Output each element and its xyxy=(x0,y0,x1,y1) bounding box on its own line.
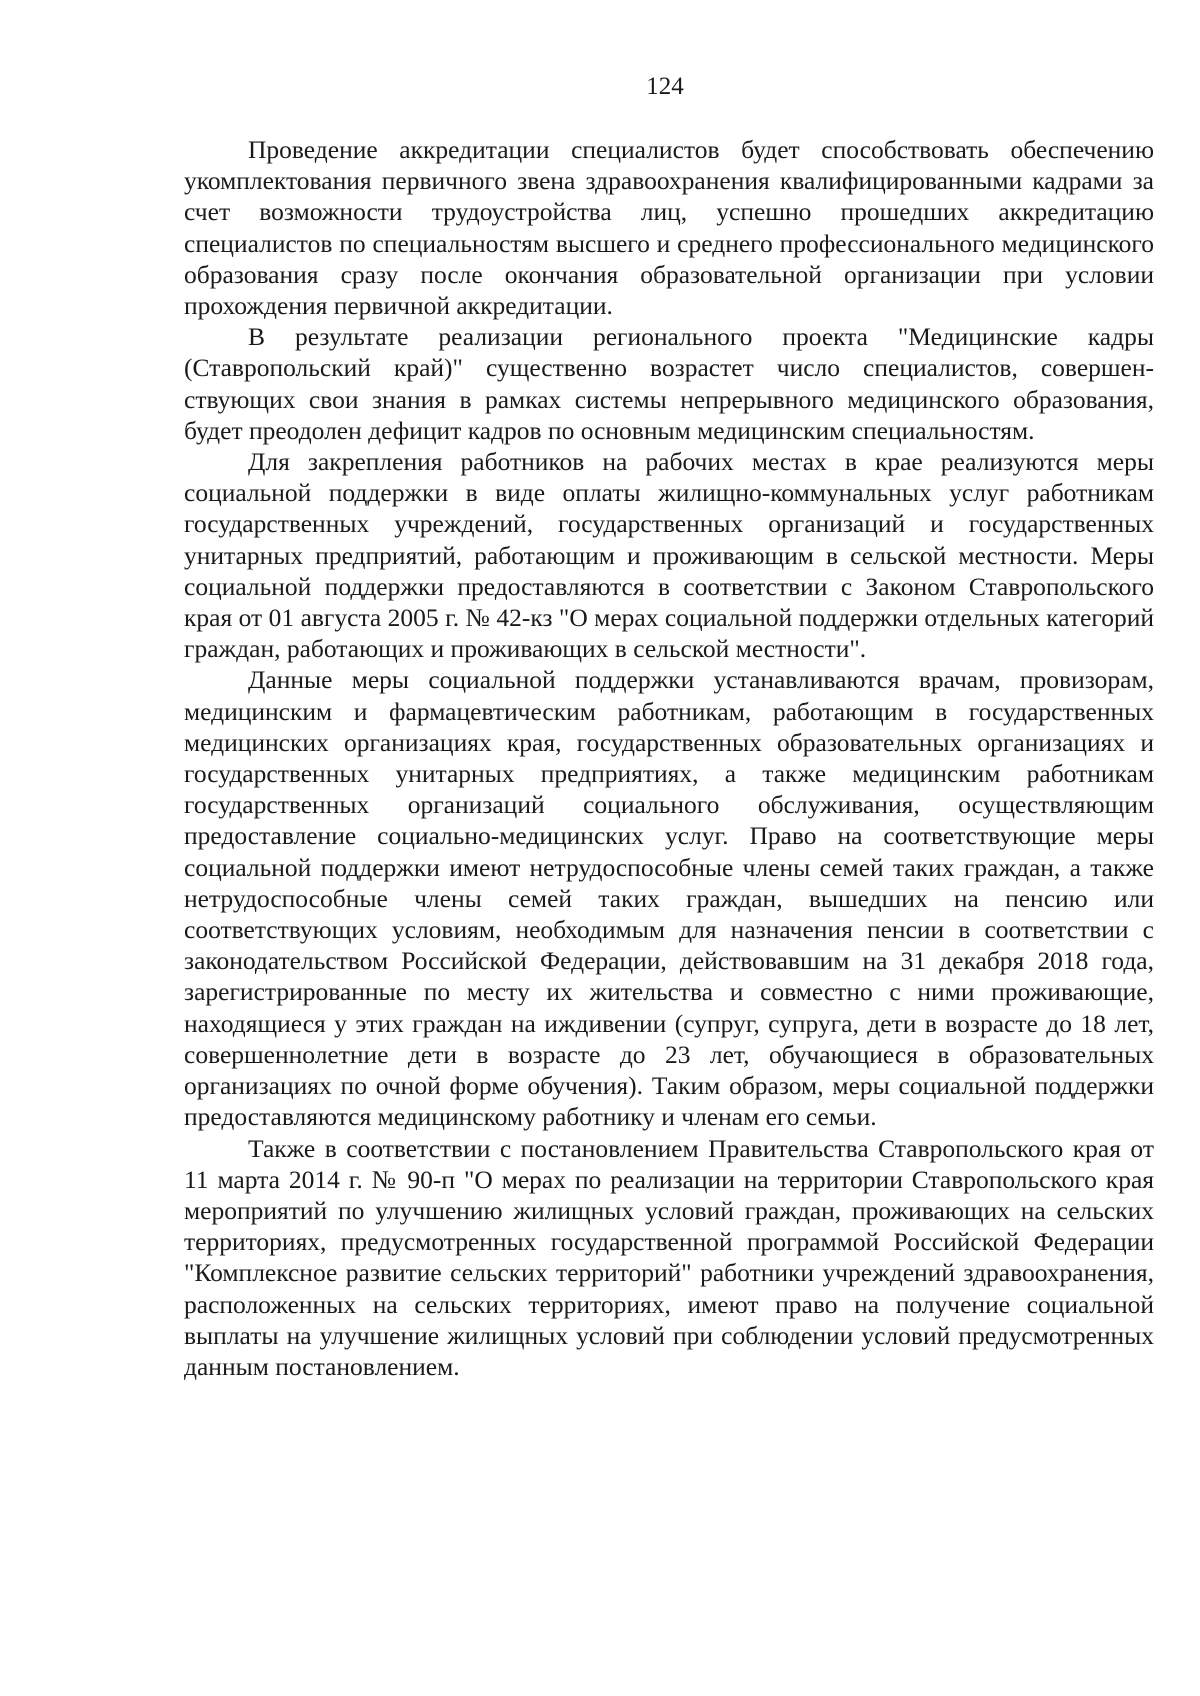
paragraph-regional-project: В результате реализации регионального проекта "Медицинские кадры (Ставропольский край)" существенно возрастет число специалистов, совершенствующих свои знания в рамках системы непрерывного медицинского образования, будет преодолен дефицит кадров по основным медицинским специальностям. xyxy=(184,322,1154,445)
paragraph-housing-payment: Также в соответствии с постановлением Правительства Ставропольского края от 11 марта 2014 г. № 90-п "О мерах по реализации на территории Ставропольского края мероприятий по улучшению жилищных условий граждан, проживающих на сельских территориях, предусмотренных государственной программой Российской Федерации "Комплексное развитие сельских территорий" работники учреждений здравоохранения, расположенных на сельских территориях, имеют право на получение социальной выплаты на улучшение жилищных условий при соблюдении условий предусмотренных данным постановлением. xyxy=(184,1133,1154,1381)
document-body xyxy=(184,134,1154,1382)
paragraph-accreditation: Проведение аккредитации специалистов будет способствовать обеспечению укомплектования первичного звена здравоохранения квалифицированными кадрами за счет возможности трудоустройства лиц, успешно прошедших аккредитацию специалистов по специальностям высшего и среднего профессионального медицинского образования сразу после окончания образовательной организации при условии прохождения первичной аккредитации. xyxy=(184,135,1154,321)
paragraph-support-recipients: Данные меры социальной поддержки устанавливаются врачам, провизорам, медицинским и фармацевтическим работникам, работающим в государственных медицинских организациях края, государственных образовательных организациях и государственных унитарных предприятиях, а также медицинским работникам государственных организаций социального обслуживания, осуществляющим предоставление социально-медицинских услуг. Право на соответствующие меры социальной поддержки имеют нетрудоспособные члены семей таких граждан, а также нетрудоспособные члены семей таких граждан, вышедших на пенсию или соответствующих условиям, необходимым для назначения пенсии в соответствии с законодательством Российской Федерации, действовавшим на 31 декабря 2018 года, зарегистрированные по месту их жительства и совместно с ними проживающие, находящиеся у этих граждан на иждивении (супруг, супруга, дети в возрасте до 18 лет, совершеннолетние дети в возрасте до 23 лет, обучающиеся в образовательных организациях по очной форме обучения). Таким образом, меры социальной поддержки предоставляются медицинскому работнику и членам его семьи. xyxy=(184,665,1154,1132)
paragraph-social-support: Для закрепления работников на рабочих местах в крае реализуются меры социальной поддержки в виде оплаты жилищно-коммунальных услуг работникам государственных учреждений, государственных организаций и государственных унитарных предприятий, работающим и проживающим в сельской местности. Меры социальной поддержки предоставляются в соответствии с Законом Ставропольского края от 01 августа 2005 г. № 42-кз "О мерах социальной поддержки отдельных категорий граждан, работающих и проживающих в сельской местности". xyxy=(184,447,1154,664)
page-number: 124 xyxy=(646,73,684,100)
